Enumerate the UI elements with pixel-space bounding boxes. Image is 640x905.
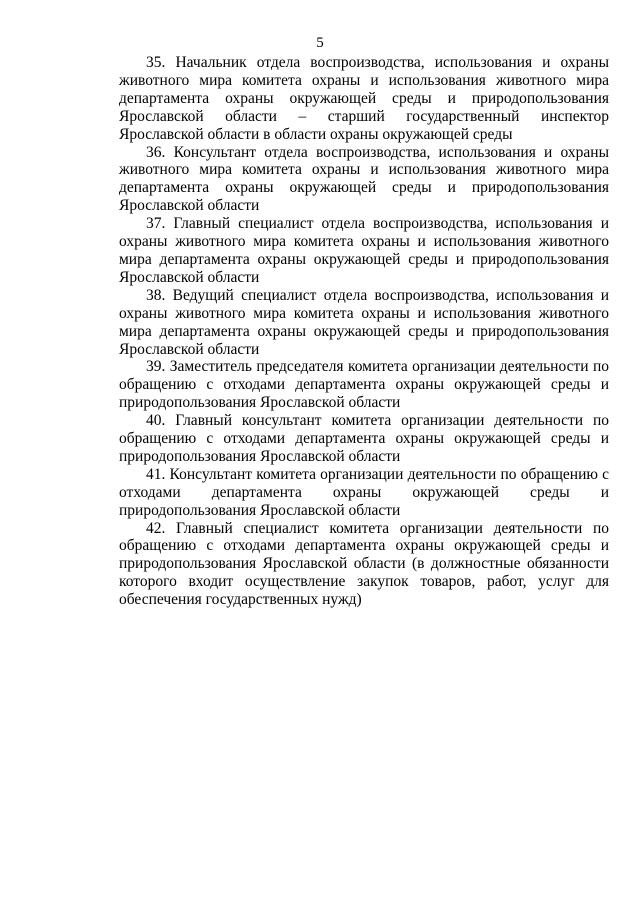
list-item-35: 35. Начальник отдела воспроизводства, использования и охраны животного мира комитета охраны и использования животного мира департамента охраны окружающей среды и природопользования Ярославской области – старший государственный инспектор Ярославской области в области охраны окружающей среды	[119, 54, 609, 143]
list-item-36: 36. Консультант отдела воспроизводства, использования и охраны животного мира комитета охраны и использования животного мира департамента охраны окружающей среды и природопользования Ярославской области	[119, 143, 609, 215]
list-item-40: 40. Главный консультант комитета организации деятельности по обращению с отходами департамента охраны окружающей среды и природопользования Ярославской области	[119, 412, 609, 465]
list-item-41: 41. Консультант комитета организации деятельности по обращению с отходами департамента охраны окружающей среды и природопользования Ярославской области	[119, 465, 609, 519]
position-list	[119, 54, 609, 609]
list-item-39: 39. Заместитель председателя комитета организации деятельности по обращению с отходами департамента охраны окружающей среды и природопользования Ярославской области	[119, 358, 609, 412]
list-item-38: 38. Ведущий специалист отдела воспроизводства, использования и охраны животного мира комитета охраны и использования животного мира департамента охраны окружающей среды и природопользования Ярославской области	[119, 286, 609, 358]
list-item-37: 37. Главный специалист отдела воспроизводства, использования и охраны животного мира комитета охраны и использования животного мира департамента охраны окружающей среды и природопользования Ярославской области	[119, 215, 609, 286]
list-item-42: 42. Главный специалист комитета организации деятельности по обращению с отходами департамента охраны окружающей среды и природопользования Ярославской области (в должностные обязанности которого входит осуществление закупок товаров, работ, услуг для обеспечения государственных нужд)	[119, 519, 609, 609]
page-number: 5	[316, 35, 324, 51]
